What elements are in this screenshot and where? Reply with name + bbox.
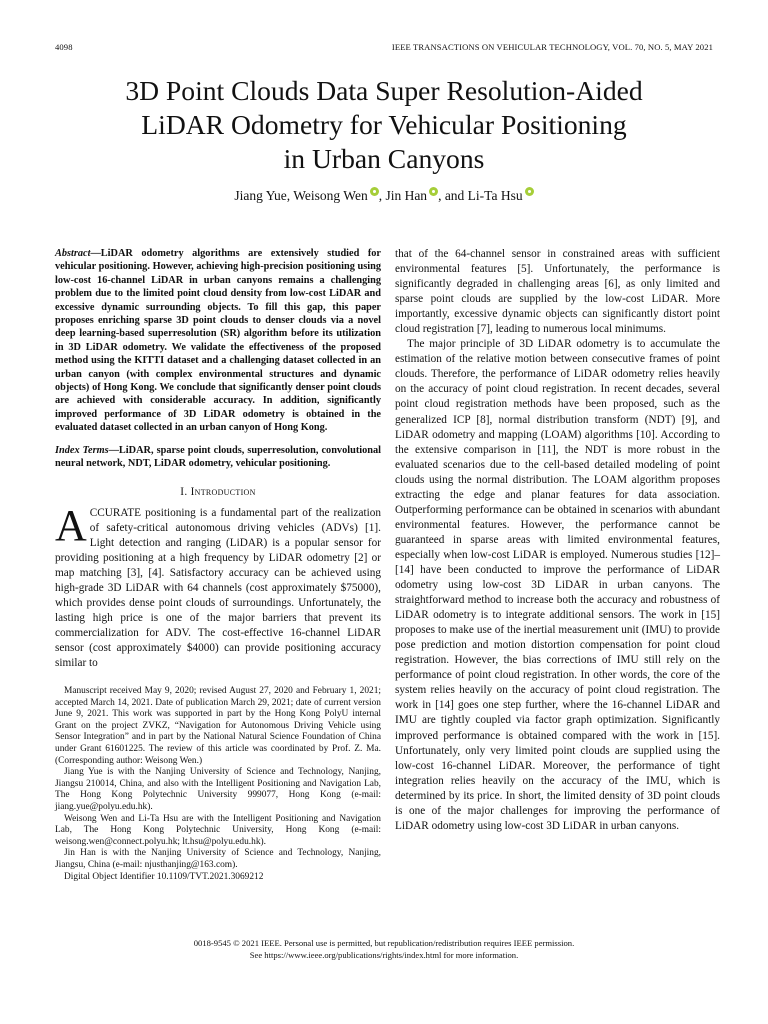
page-number: 4098 (55, 42, 73, 52)
footnote-manuscript: Manuscript received May 9, 2020; revised August 27, 2020 and February 1, 2021; accepted March 14, 2021. Date of publication March 29, 2021; date of current version June 9, 2021. This work was supported in part by the Hong Kong PolyU internal Grant on the project ZVKZ, “Navigation for Autonomous Driving Vehicle using Sensor Integration” and in part by the National Natural Science Foundation of China under Grant 61601225. The review of this article was coordinated by Prof. Z. Ma. (Corresponding author: Weisong Wen.) (55, 686, 381, 766)
footnote-affiliation-3: Jin Han is with the Nanjing University of Science and Technology, Nanjing, Jiangsu, China (e-mail: njusthanjing@163.com). (55, 848, 381, 870)
abstract-label: Abstract (55, 248, 91, 259)
copyright-line-2: See https://www.ieee.org/publications/rights/index.html for more information. (249, 949, 519, 960)
abstract (55, 247, 381, 435)
paper-title (60, 74, 708, 176)
copyright-line-1: 0018-9545 © 2021 IEEE. Personal use is permitted, but republication/redistribution requires IEEE permission. (193, 938, 575, 948)
title-line-1: 3D Point Clouds Data Super Resolution-Aided (125, 75, 643, 106)
author-list (60, 187, 708, 205)
right-column (395, 247, 720, 834)
abstract-text: —LiDAR odometry algorithms are extensively studied for vehicular positioning. However, achieving high-precision positioning using low-cost 16-channel LiDAR in urban canyons remains a challenging problem due to the limited point cloud density from low-cost LiDAR and excessive dynamic surrounding objects. To fill this gap, this paper proposes enriching sparse 3D point clouds to denser clouds via a novel deep learning-based superresolution (SR) algorithm before its utilization in 3D LiDAR odometry. We validate the effectiveness of the proposed method using the KITTI dataset and a challenging dataset collected in an urban canyon (with complex environmental structures and dynamic objects) of Hong Kong. We conclude that significantly denser point clouds are achieved with considerable accuracy. In addition, significantly improved performance of 3D LiDAR odometry is obtained in the evaluated dataset collected in an urban canyon of Hong Kong. (55, 248, 381, 434)
author-names-1: Jiang Yue, Weisong Wen (234, 188, 368, 203)
right-paragraph-1: that of the 64-channel sensor in constrained areas with sufficient environmental features [5]. Unfortunately, the performance is significantly degraded in challenging areas [6], as only limited and sparse point clouds are supplied by the low-cost LiDAR. More importantly, excessive dynamic objects can significantly distort point cloud registration [7], leading to numerous local minimums. (395, 248, 720, 336)
section-title: Introduction (190, 485, 256, 498)
intro-text: positioning is a fundamental part of the realization of safety-critical autonomous driving vehicles (ADVs) [1]. Light detection and ranging (LiDAR) is a popular sensor for providing positioning at a high frequency by LiDAR odometry [2] or map matching [3], [4]. Satisfactory accuracy can be achieved using high-grade 3D LiDAR with 64 channels (cost approximately $75000), which provides dense point clouds of surroundings. Unfortunately, the lasting high price is one of the major barriers that prevent its commercialization for ADV. The cost-effective 16-channel LiDAR sensor (cost approximately $4000) can provide positioning accuracy similar to (55, 506, 381, 670)
copyright-notice (60, 938, 708, 962)
footnote-doi: Digital Object Identifier 10.1109/TVT.2021.3069212 (64, 871, 264, 882)
footnote-divider (55, 681, 381, 682)
index-terms-text: —LiDAR, sparse point clouds, superresolution, convolutional neural network, NDT, LiDAR odometry, vehicular positioning. (55, 444, 381, 470)
intro-paragraph-1 (55, 500, 381, 672)
author-names-3: , and Li-Ta Hsu (438, 188, 523, 203)
footnote-affiliation-2: Weisong Wen and Li-Ta Hsu are with the Intelligent Positioning and Navigation Lab, The Hong Kong Polytechnic University, Hong Kong (e-mail: weisong.wen@connect.polyu.hk; lt.hsu@polyu.edu.hk). (55, 813, 381, 847)
orcid-icon[interactable] (429, 187, 438, 196)
index-terms (55, 444, 381, 471)
intro-first-word: CCURATE (89, 506, 142, 519)
title-line-2: LiDAR Odometry for Vehicular Positioning (141, 109, 627, 140)
orcid-icon[interactable] (525, 187, 534, 196)
orcid-icon[interactable] (370, 187, 379, 196)
section-numeral: I. (180, 485, 188, 498)
title-line-3: in Urban Canyons (283, 143, 485, 174)
author-names-2: , Jin Han (378, 188, 428, 203)
footnote-affiliation-1: Jiang Yue is with the Nanjing University of Science and Technology, Nanjing, Jiangsu 210014, China, and also with the Intelligent Positioning and Navigation Lab, The Hong Kong Polytechnic University 999077, Hong Kong (e-mail: jiang.yue@polyu.edu.hk). (55, 767, 381, 812)
drop-cap: A (55, 500, 87, 550)
index-terms-label: Index Terms (55, 444, 109, 456)
journal-name: IEEE TRANSACTIONS ON VEHICULAR TECHNOLOGY, VOL. 70, NO. 5, MAY 2021 (391, 42, 713, 52)
right-paragraph-2: The major principle of 3D LiDAR odometry is to accumulate the estimation of the relative motion between consecutive frames of point clouds. Therefore, the performance of LiDAR odometry relies heavily on the accuracy of point cloud registration. In recent decades, several point cloud registration methods have been proposed, such as the generalized ICP [8], normal distribution transform (NDT) [9], and LiDAR odometry and mapping (LOAM) algorithms [10]. According to the extensive comparison in [11], the NDT is more robust in the evaluated scenarios due to the cell-based detailed modeling of point clouds using the normal distribution. The LOAM algorithm proposes extracting the edge and planar features for data association. Outperforming performance can be obtained in scenarios with abundant environmental features. However, the performance cannot be guaranteed in sparse areas with limited environmental features, especially when low-cost LiDAR is employed. Numerous studies [12]–[14] have been conducted to improve the performance of LiDAR odometry using low-cost 3D LiDAR in urban canyons. The straightforward method to increase both the accuracy and robustness of LiDAR odometry is to integrate additional sensors. The work in [15] proposes to make use of the inertial measurement unit (IMU) to provide pose prediction and motion distortion compensation for point cloud registration. However, the bias corrections of IMU still rely on the performance of point cloud registration. In other words, the core of the system relies heavily on the accuracy of point cloud registration. The work in [14] goes one step further, where the 16-channel LiDAR and IMU are tightly coupled via factor graph optimization. Significantly improved performance is obtained compared with the work in [15]. Unfortunately, only very limited point clouds are supplied using the low-cost 16-channel LiDAR. Moreover, the performance of tight integration relies heavily on the accuracy of the IMU, which is determined by its price. In short, the limited density of 3D point clouds is one of the major challenges for improving the performance of LiDAR odometry using low-cost 3D LiDAR in urban canyons. (395, 338, 720, 832)
running-head (55, 42, 713, 54)
left-column (55, 247, 381, 883)
section-heading-introduction (55, 485, 381, 500)
